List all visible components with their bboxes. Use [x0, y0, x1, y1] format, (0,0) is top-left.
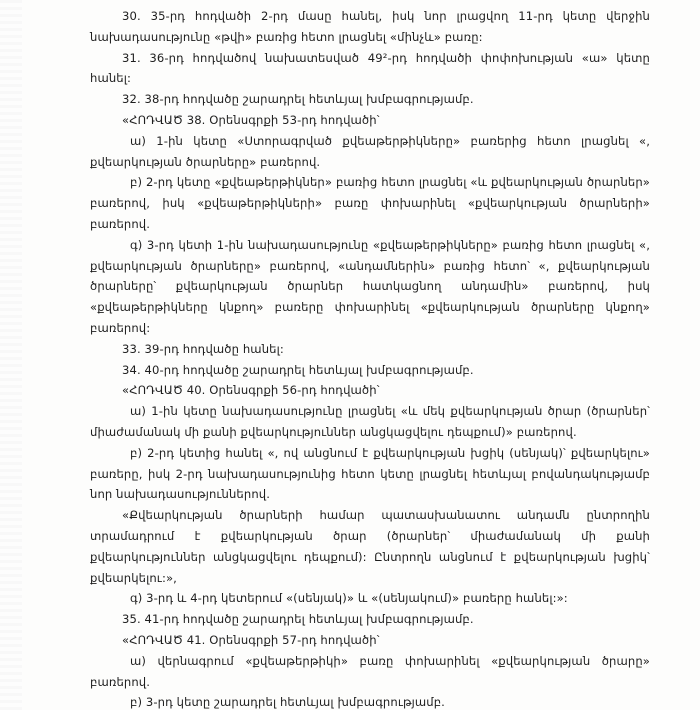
- paragraph-item-30: 30. 35-րդ հոդվածի 2-րդ մասը հանել, իսկ նոր լրացվող 11-րդ կետը վերջին նախադասությունը «թվի» բառից հետո լրացնել «մինչև» բառը:: [90, 9, 650, 44]
- subpoint-b-41: բ) 3-րդ կետը շարադրել հետևյալ խմբագրությամբ.: [130, 695, 445, 710]
- document-body: [90, 6, 650, 713]
- scan-edge-noise: [0, 0, 22, 710]
- article-heading-41: «ՀՈԴՎԱԾ 41. Օրենսգրքի 57-րդ հոդվածի՝: [122, 632, 380, 647]
- article-heading-38: «ՀՈԴՎԱԾ 38. Օրենսգրքի 53-րդ հոդվածի՝: [122, 112, 380, 127]
- subpoint-g-38: գ) 3-րդ կետի 1-ին նախադասությունը «քվեաթերթիկները» բառից հետո լրացնել «, քվեարկության ծրարները» բառերով, «անդամներին» բառից հետո՝ «, քվեարկության ծրարները՝ քվեարկության ծրարներ հատկացնող անդամին» բառերով, իսկ «քվեաթերթիկները կնքող» բառերը փոխարինել «քվեարկության ծրարները կնքող» բառերով:: [90, 237, 650, 335]
- paragraph-item-33: 33. 39-րդ հոդվածը հանել:: [122, 341, 284, 356]
- quoted-insert-text: «Քվեարկության ծրարների համար պատասխանատու անդամն ընտրողին տրամադրում է քվեարկության ծրար (ծրարներ՝ միաժամանակ մի քանի քվեարկություններ անցկացվելու դեպքում): Ընտրողն անցնում է քվեարկության խցիկ՝ քվեարկելու:»,: [90, 508, 650, 585]
- paragraph-item-34: 34. 40-րդ հոդվածը շարադրել հետևյալ խմբագրությամբ.: [122, 362, 474, 377]
- subpoint-a-41: ա) վերնագրում «քվեաթերթիկի» բառը փոխարինել «քվեարկության ծրարը» բառերով.: [90, 653, 650, 689]
- subpoint-b-40: բ) 2-րդ կետից հանել «, ով անցնում է քվեարկության խցիկ (սենյակ)՝ քվեարկելու» բառերը, իսկ 2-րդ նախադասությունից հետո կետը լրացնել հետևյալ բովանդակությամբ նոր նախադասություններով.: [90, 445, 650, 502]
- subpoint-a-40: ա) 1-ին կետը նախադասությունը լրացնել «և մեկ քվեարկության ծրար (ծրարներ՝ միաժամանակ մի քանի քվեարկություններ անցկացվելու դեպքում)» բառերով.: [90, 404, 650, 439]
- paragraph-item-35: 35. 41-րդ հոդվածը շարադրել հետևյալ խմբագրությամբ.: [122, 612, 474, 627]
- subpoint-a-38: ա) 1-ին կետը «Ստորագրված քվեաթերթիկները» բառերից հետո լրացնել «, քվեարկության ծրարները» բառերով.: [90, 133, 650, 169]
- subpoint-b-38: բ) 2-րդ կետը «քվեաթերթիկներ» բառից հետո լրացնել «և քվեարկության ծրարներ» բառերով, իսկ «քվեաթերթիկների» բառը փոխարինել «քվեարկության ծրարների» բառերով.: [90, 175, 650, 231]
- subpoint-g-40: գ) 3-րդ և 4-րդ կետերում «(սենյակ)» և «(սենյակում)» բառերը հանել:»:: [130, 591, 568, 606]
- article-heading-40: «ՀՈԴՎԱԾ 40. Օրենսգրքի 56-րդ հոդվածի՝: [122, 383, 380, 398]
- paragraph-item-31: 31. 36-րդ հոդվածով նախատեսված 49²-րդ հոդվածի փոփոխության «ա» կետը հանել:: [90, 50, 650, 86]
- paragraph-item-32: 32. 38-րդ հոդվածը շարադրել հետևյալ խմբագրությամբ.: [122, 92, 474, 107]
